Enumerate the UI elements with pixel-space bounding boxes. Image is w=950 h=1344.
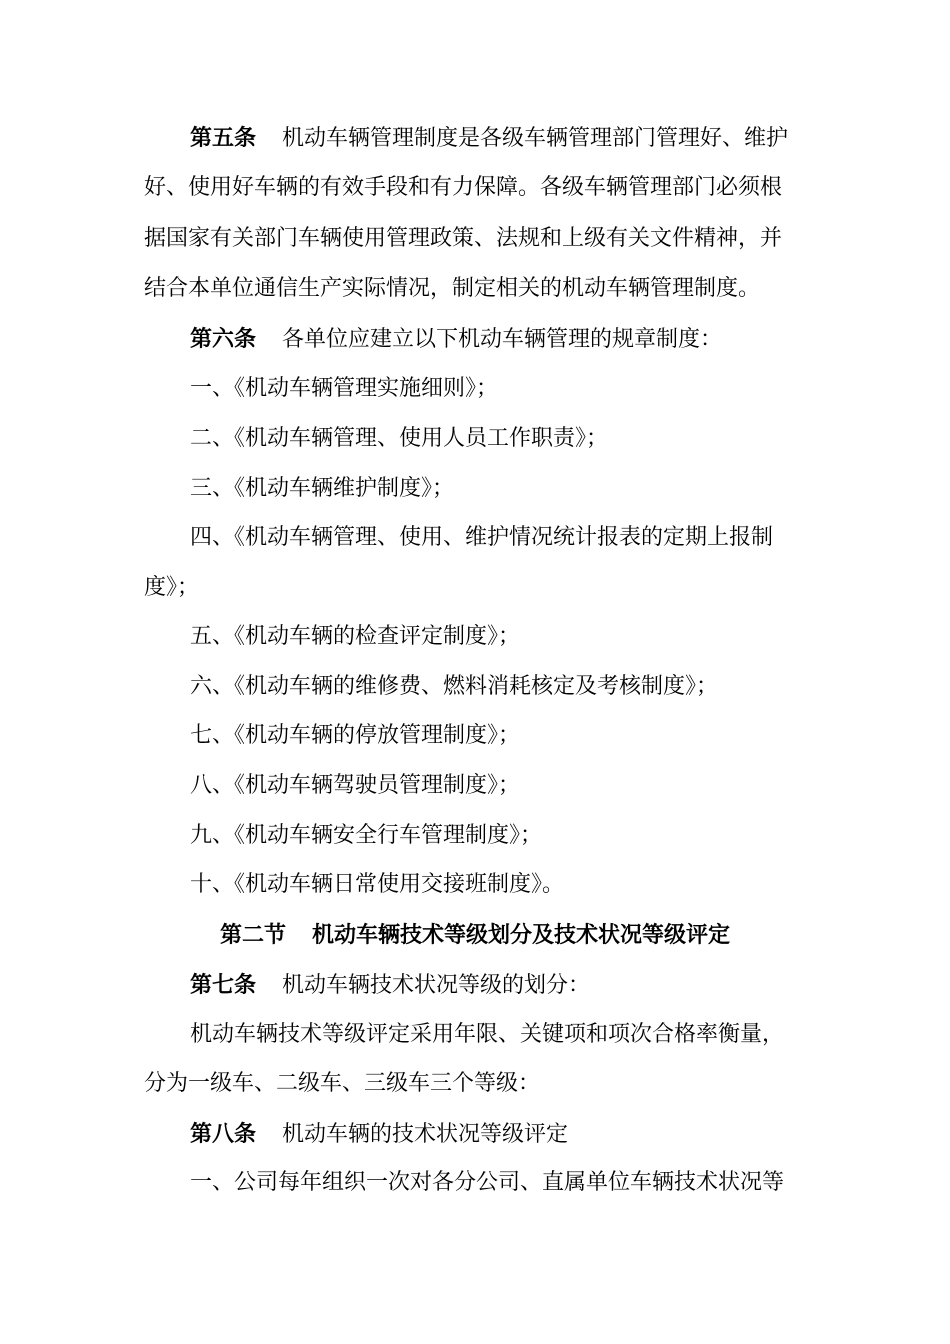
article-7-text: 机动车辆技术状况等级的划分： (282, 973, 591, 998)
rule-item-5: 五、《机动车辆的检查评定制度》； (190, 624, 521, 649)
rule-item-8: 八、《机动车辆驾驶员管理制度》； (190, 773, 521, 798)
section-title: 机动车辆技术等级划分及技术状况等级评定 (312, 922, 731, 948)
section-heading (0, 920, 950, 950)
section-label: 第二节 (219, 922, 286, 948)
article-8 (190, 1119, 808, 1150)
article-5-line-4: 结合本单位通信生产实际情况，制定相关的机动车辆管理制度。 (144, 276, 761, 301)
article-6-label: 第六条 (190, 326, 257, 352)
article-7-label: 第七条 (190, 972, 257, 998)
article-5-text: 机动车辆管理制度是各级车辆管理部门管理好、维护 (282, 126, 789, 151)
article-6-text: 各单位应建立以下机动车辆管理的规章制度： (282, 327, 723, 352)
rule-item-4-cont: 度》； (144, 575, 200, 600)
rule-item-2: 二、《机动车辆管理、使用人员工作职责》； (190, 426, 609, 451)
rule-item-1: 一、《机动车辆管理实施细则》； (190, 376, 499, 401)
article-6 (190, 324, 808, 355)
rule-item-9: 九、《机动车辆安全行车管理制度》； (190, 823, 543, 848)
article-8-para-line-1: 一、公司每年组织一次对各分公司、直属单位车辆技术状况等 (190, 1170, 785, 1195)
rule-item-4: 四、《机动车辆管理、使用、维护情况统计报表的定期上报制 (190, 525, 774, 550)
article-8-label: 第八条 (190, 1121, 257, 1147)
article-8-text: 机动车辆的技术状况等级评定 (282, 1122, 569, 1147)
article-7-para-line-2: 分为一级车、二级车、三级车三个等级： (144, 1071, 541, 1096)
article-5-line-2: 好、使用好车辆的有效手段和有力保障。各级车辆管理部门必须根 (144, 175, 783, 200)
article-5-label: 第五条 (190, 125, 257, 151)
article-5-line-3: 据国家有关部门车辆使用管理政策、法规和上级有关文件精神，并 (144, 226, 783, 251)
rule-item-6: 六、《机动车辆的维修费、燃料消耗核定及考核制度》； (190, 674, 719, 699)
rule-item-10: 十、《机动车辆日常使用交接班制度》。 (190, 872, 565, 897)
article-7 (190, 970, 808, 1001)
article-5-line-1 (190, 123, 808, 154)
rule-item-3: 三、《机动车辆维护制度》； (190, 476, 455, 501)
rule-item-7: 七、《机动车辆的停放管理制度》； (190, 723, 521, 748)
article-7-para-line-1: 机动车辆技术等级评定采用年限、关键项和项次合格率衡量， (190, 1022, 785, 1047)
